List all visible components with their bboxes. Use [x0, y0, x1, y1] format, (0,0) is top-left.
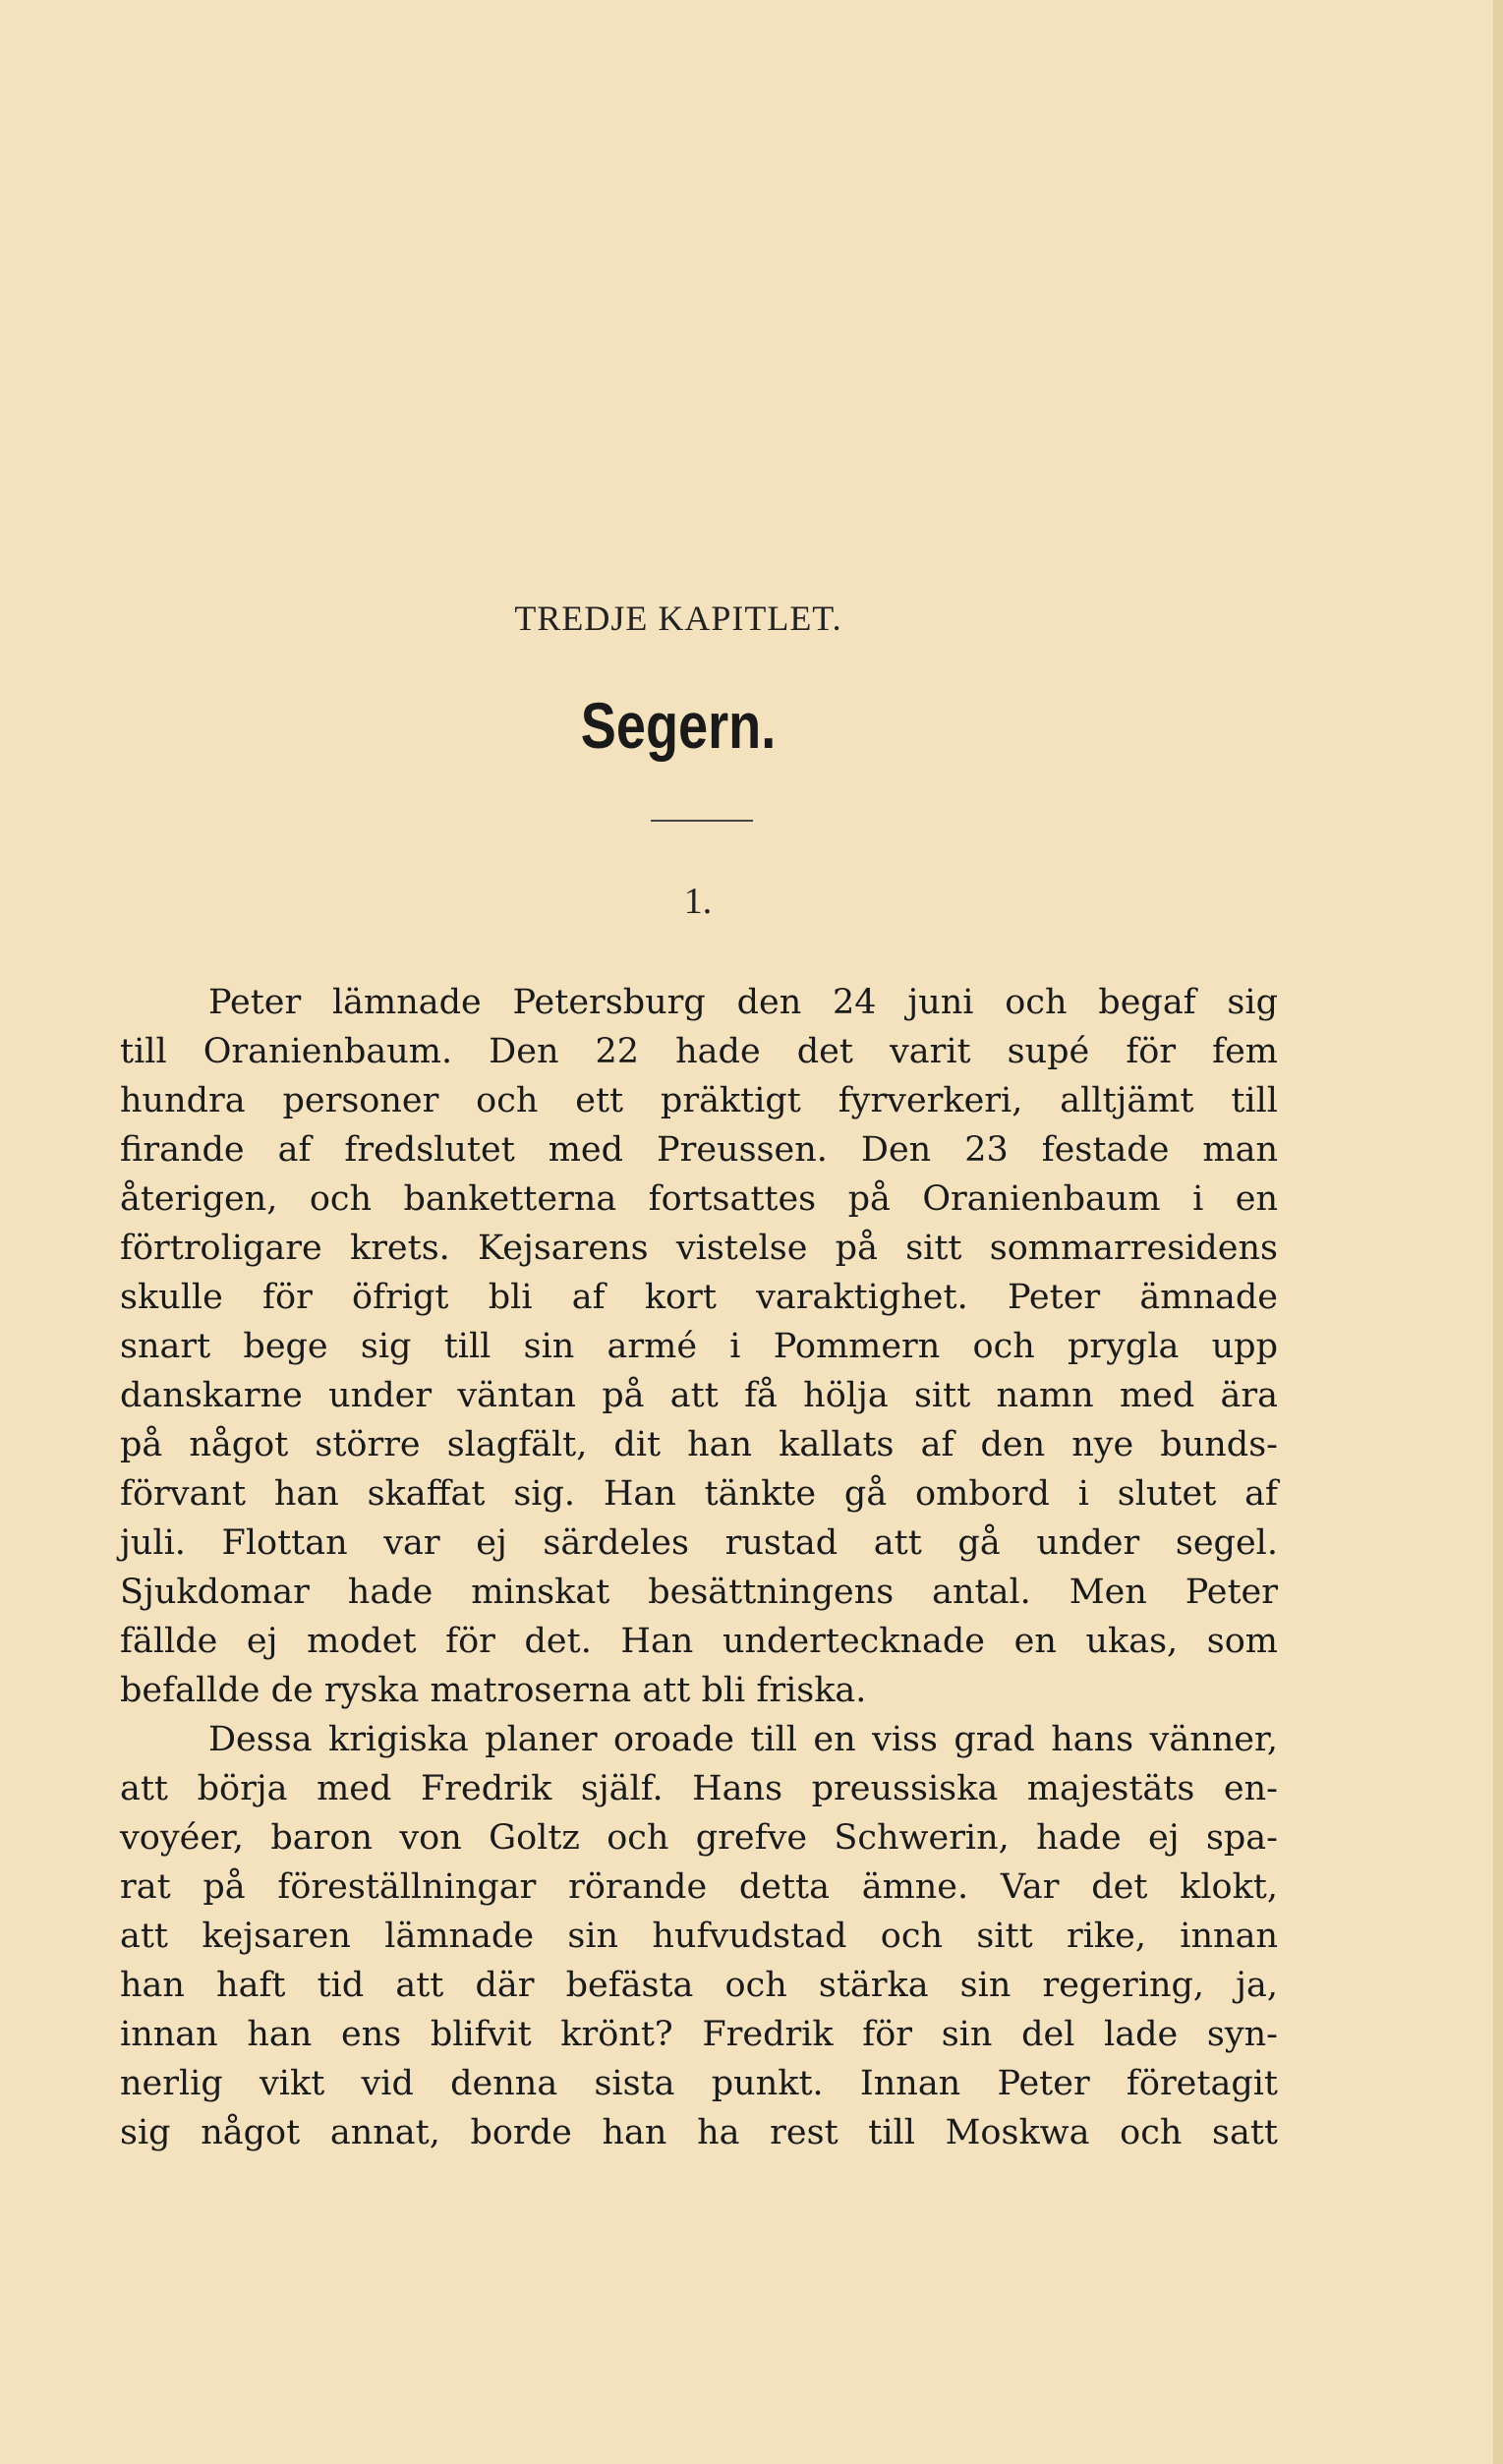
chapter-title: Segern.: [580, 689, 777, 762]
text-line: att kejsaren lämnade sin hufvudstad och sitt rike, innan: [120, 1917, 1278, 1956]
paragraph-2: [120, 1715, 1278, 2157]
text-line: Sjukdomar hade minskat besättningens antal. Men Peter: [120, 1573, 1278, 1612]
paragraph-1: [120, 978, 1278, 1715]
text-line: nerlig vikt vid denna sista punkt. Innan Peter företagit: [120, 2064, 1278, 2103]
chapter-heading: TREDJE KAPITLET.: [514, 599, 842, 638]
text-line: danskarne under väntan på att få hölja sitt namn med ära: [120, 1376, 1278, 1415]
text-line: återigen, och banketterna fortsattes på Oranienbaum i en: [120, 1179, 1278, 1219]
text-line: förvant han skaffat sig. Han tänkte gå ombord i slutet af: [120, 1474, 1278, 1514]
text-line: juli. Flottan var ej särdeles rustad att gå under segel.: [120, 1523, 1278, 1563]
text-line: innan han ens blifvit krönt? Fredrik för sin del lade syn-: [120, 2015, 1278, 2054]
text-line: voyéer, baron von Goltz och grefve Schwerin, hade ej spa-: [120, 1818, 1278, 1858]
text-line: Dessa krigiska planer oroade till en viss grad hans vänner,: [208, 1720, 1278, 1759]
text-line: på något större slagfält, dit han kallats af den nye bunds-: [120, 1425, 1278, 1464]
text-line: att börja med Fredrik själf. Hans preussiska majestäts en-: [120, 1769, 1278, 1808]
text-line: förtroligare krets. Kejsarens vistelse på sitt sommarresidens: [120, 1229, 1278, 1268]
body-text: [120, 978, 1278, 2157]
text-line: firande af fredslutet med Preussen. Den 23 festade man: [120, 1130, 1278, 1170]
text-line: Peter lämnade Petersburg den 24 juni och begaf sig: [208, 983, 1278, 1022]
text-line: till Oranienbaum. Den 22 hade det varit supé för fem: [120, 1032, 1278, 1071]
page-edge: [1493, 0, 1503, 2464]
text-line: rat på föreställningar rörande detta ämne. Var det klokt,: [120, 1867, 1278, 1907]
text-line: snart bege sig till sin armé i Pommern och prygla upp: [120, 1327, 1278, 1366]
text-line: hundra personer och ett präktigt fyrverkeri, alltjämt till: [120, 1081, 1278, 1120]
text-line: befallde de ryska matroserna att bli friska.: [120, 1671, 867, 1710]
text-line: han haft tid att där befästa och stärka sin regering, ja,: [120, 1966, 1278, 2005]
text-line: sig något annat, borde han ha rest till Moskwa och satt: [120, 2113, 1278, 2152]
text-line: fällde ej modet för det. Han undertecknade en ukas, som: [120, 1622, 1278, 1661]
title-divider: [651, 820, 753, 822]
text-line: skulle för öfrigt bli af kort varaktighet. Peter ämnade: [120, 1278, 1278, 1317]
section-number: 1.: [683, 881, 713, 922]
